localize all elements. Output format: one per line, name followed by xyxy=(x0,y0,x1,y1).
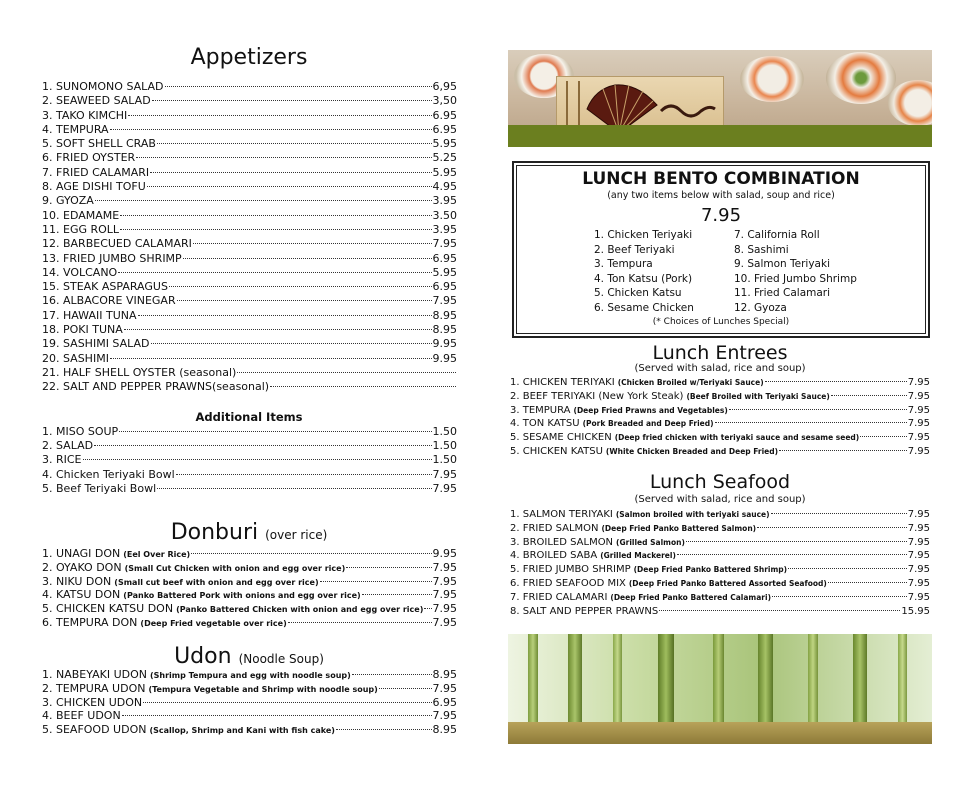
menu-item xyxy=(42,709,457,723)
menu-item-price: 9.95 xyxy=(432,351,457,365)
menu-item-price: 7.95 xyxy=(907,536,930,548)
menu-item-price: 7.95 xyxy=(432,709,457,723)
dotted-leader xyxy=(143,702,431,703)
menu-item xyxy=(42,366,457,380)
bento-choice: 5. Chicken Katsu xyxy=(594,287,682,299)
menu-item xyxy=(42,123,457,137)
menu-item-name: 4. KATSU DON xyxy=(42,588,121,602)
menu-item xyxy=(510,577,930,591)
dotted-leader xyxy=(122,715,432,716)
dotted-leader xyxy=(757,527,907,528)
menu-item-name: 9. GYOZA xyxy=(42,194,94,208)
menu-item xyxy=(510,431,930,445)
menu-item-name: 7. FRIED CALAMARI xyxy=(510,591,608,603)
menu-item-name: 5. SOFT SHELL CRAB xyxy=(42,137,156,151)
menu-item xyxy=(42,439,457,453)
bamboo-ground xyxy=(508,722,932,744)
dotted-leader xyxy=(860,436,907,437)
bento-note: (* Choices of Lunches Special) xyxy=(652,317,790,327)
lunch-seafood-list xyxy=(510,508,930,618)
menu-item-price: 6.95 xyxy=(432,108,457,122)
dotted-leader xyxy=(336,729,432,730)
menu-item-price: 9.95 xyxy=(432,337,457,351)
donburi-list xyxy=(42,547,457,630)
lunch-entrees-subtitle: (Served with salad, rice and soup) xyxy=(634,363,806,374)
menu-item xyxy=(42,616,457,630)
menu-item-price: 8.95 xyxy=(432,723,457,737)
dotted-leader xyxy=(157,488,431,489)
menu-item-description: (Salmon broiled with teriyaki sauce) xyxy=(615,510,770,519)
dotted-leader xyxy=(788,568,907,569)
dotted-leader xyxy=(362,594,432,595)
dotted-leader xyxy=(119,431,431,432)
menu-item-price: 7.95 xyxy=(432,602,457,616)
menu-item-price: 7.95 xyxy=(907,445,930,457)
menu-item-price: 8.95 xyxy=(432,323,457,337)
dotted-leader xyxy=(779,450,907,451)
menu-item-name: 4. BROILED SABA xyxy=(510,550,598,562)
menu-item-name: 2. OYAKO DON xyxy=(42,560,122,574)
bento-choice: 6. Sesame Chicken xyxy=(594,301,694,314)
menu-item-description: (White Chicken Breaded and Deep Fried) xyxy=(605,446,779,456)
menu-item-description: (Deep Fried Panko Battered Salmon) xyxy=(601,523,757,533)
menu-item-price: 7.95 xyxy=(432,481,457,495)
menu-item-name: 8. AGE DISHI TOFU xyxy=(42,180,146,194)
lunch-seafood-title: Lunch Seafood xyxy=(649,471,791,493)
dotted-leader xyxy=(120,215,431,216)
menu-item-name: 4. Chicken Teriyaki Bowl xyxy=(42,467,175,481)
menu-item-description: (Panko Battered Chicken with onion and egg over rice) xyxy=(176,605,424,615)
menu-item xyxy=(42,180,457,194)
menu-item-name: 7. FRIED CALAMARI xyxy=(42,165,150,179)
menu-item-name: 15. STEAK ASPARAGUS xyxy=(42,280,168,294)
menu-item-name: 4. BEEF UDON xyxy=(42,709,121,723)
menu-item-name: 14. VOLCANO xyxy=(42,265,118,279)
bento-choices-left xyxy=(594,228,694,315)
dotted-leader xyxy=(138,315,432,316)
menu-item-name: 3. TEMPURA xyxy=(510,404,571,416)
menu-item-name: 20. SASHIMI xyxy=(42,351,109,365)
dotted-leader xyxy=(95,200,432,201)
menu-item xyxy=(42,337,457,351)
menu-item-description: (Deep Fried vegetable over rice) xyxy=(140,618,287,628)
menu-item-price: 15.95 xyxy=(901,605,930,617)
menu-item-name: 11. EGG ROLL xyxy=(42,222,120,236)
menu-item-name: 12. BARBECUED CALAMARI xyxy=(42,237,192,251)
menu-item xyxy=(510,390,930,404)
menu-item-description: (Deep Fried Panko Battered Calamari) xyxy=(610,592,772,602)
bento-choice: 9. Salmon Teriyaki xyxy=(734,258,830,270)
dotted-leader xyxy=(424,608,431,609)
dotted-leader xyxy=(346,567,431,568)
dotted-leader xyxy=(191,553,431,554)
menu-item-name: 3. NIKU DON xyxy=(42,574,112,588)
dotted-leader xyxy=(157,143,432,144)
menu-item-price: 1.50 xyxy=(432,425,457,438)
sushi-piece-image xyxy=(826,52,896,104)
menu-item xyxy=(42,588,457,602)
menu-item-price: 7.95 xyxy=(907,377,930,388)
menu-item-name: 2. TEMPURA UDON xyxy=(42,681,146,695)
menu-item-price: 7.95 xyxy=(907,390,930,402)
menu-item-price: 6.95 xyxy=(432,280,457,294)
menu-item-name: 16. ALBACORE VINEGAR xyxy=(42,294,176,308)
menu-item-price: 7.95 xyxy=(907,418,930,430)
bento-choice: 12. Gyoza xyxy=(734,301,787,314)
dotted-leader xyxy=(165,86,432,87)
dotted-leader xyxy=(193,243,432,244)
menu-item-name: 3. CHICKEN UDON xyxy=(42,695,143,709)
menu-item xyxy=(42,266,457,280)
menu-item-name: 22. SALT AND PEPPER PRAWNS(seasonal) xyxy=(42,380,270,394)
dotted-leader xyxy=(152,100,432,101)
dotted-leader xyxy=(94,445,431,446)
menu-item-name: 21. HALF SHELL OYSTER (seasonal) xyxy=(42,365,237,379)
menu-item xyxy=(42,561,457,575)
menu-item xyxy=(42,237,457,251)
dotted-leader xyxy=(379,688,432,689)
menu-item-price: 6,95 xyxy=(432,80,457,93)
lunch-entrees-list xyxy=(510,376,930,459)
udon-subtitle: (Noodle Soup) xyxy=(238,652,324,666)
menu-item-price: 8.95 xyxy=(432,668,457,681)
sushi-piece-image xyxy=(740,56,804,102)
udon-title xyxy=(40,646,458,668)
menu-item xyxy=(42,323,457,337)
menu-item xyxy=(42,280,457,294)
menu-item-price: 3.95 xyxy=(432,194,457,208)
bento-choice: 7. California Roll xyxy=(734,229,820,241)
menu-item-price: 9.95 xyxy=(432,547,457,560)
bento-choice: 4. Ton Katsu (Pork) xyxy=(594,272,693,285)
udon-title-text: Udon xyxy=(174,644,232,669)
dotted-leader xyxy=(120,229,431,230)
menu-item xyxy=(42,575,457,589)
menu-item xyxy=(510,563,930,577)
menu-item-price: 8.95 xyxy=(432,308,457,322)
dotted-leader xyxy=(110,358,432,359)
menu-item-price: 7.95 xyxy=(907,550,930,562)
menu-item-description: (Grilled Salmon) xyxy=(616,537,685,547)
menu-item xyxy=(42,209,457,223)
menu-item-name: 10. EDAMAME xyxy=(42,208,120,222)
dotted-leader xyxy=(169,286,432,287)
menu-item xyxy=(510,605,930,619)
appetizers-title: Appetizers xyxy=(190,45,308,70)
menu-item-price: 4.95 xyxy=(432,180,457,194)
dotted-leader xyxy=(352,674,432,675)
menu-item xyxy=(510,522,930,536)
menu-item-price: 7.95 xyxy=(432,294,457,308)
menu-item-price: 7.95 xyxy=(907,522,930,534)
dotted-leader xyxy=(828,582,907,583)
menu-item xyxy=(510,417,930,431)
menu-item-price: 7.95 xyxy=(907,432,930,444)
menu-item-price: 7.95 xyxy=(432,615,457,629)
menu-item xyxy=(510,549,930,563)
menu-item-price: 7.95 xyxy=(907,577,930,589)
appetizers-list xyxy=(42,80,457,395)
menu-item xyxy=(42,194,457,208)
menu-item-description: (Deep Fried Panko Battered Assorted Seafood) xyxy=(628,578,827,588)
dotted-leader xyxy=(831,395,907,396)
menu-item-name: 2. SEAWEED SALAD xyxy=(42,94,151,108)
menu-item xyxy=(42,223,457,237)
dotted-leader xyxy=(183,258,432,259)
menu-item-name: 1. MISO SOUP xyxy=(42,425,119,438)
menu-item xyxy=(42,668,457,682)
dotted-leader xyxy=(659,610,900,611)
bamboo-banner xyxy=(508,634,932,744)
menu-item-name: 2. BEEF TERIYAKI (New York Steak) xyxy=(510,390,684,402)
menu-item-price: 1.50 xyxy=(432,453,457,467)
menu-item-name: 1. SUNOMONO SALAD xyxy=(42,80,164,93)
dotted-leader xyxy=(686,541,907,542)
additional-items-list xyxy=(42,425,457,496)
menu-item-name: 19. SASHIMI SALAD xyxy=(42,337,150,351)
dotted-leader xyxy=(771,513,907,514)
menu-item-price: 7.95 xyxy=(432,574,457,588)
dotted-leader xyxy=(118,272,431,273)
menu-item-price: 1.50 xyxy=(432,439,457,453)
menu-item-price: 5.95 xyxy=(432,165,457,179)
menu-item-name: 1. NABEYAKI UDON xyxy=(42,668,147,681)
menu-item xyxy=(510,376,930,390)
menu-item-description: (Deep Fried Panko Battered Shrimp) xyxy=(633,565,788,575)
dotted-leader xyxy=(715,422,907,423)
menu-item xyxy=(510,404,930,418)
menu-item xyxy=(510,445,930,459)
dotted-leader xyxy=(147,186,432,187)
menu-item-name: 2. SALAD xyxy=(42,439,94,453)
bento-choice: 10. Fried Jumbo Shrimp xyxy=(734,272,857,285)
menu-item xyxy=(42,547,457,561)
sushi-fan-banner xyxy=(508,50,932,147)
menu-item-description: (Shrimp Tempura and egg with noodle soup) xyxy=(150,671,351,680)
menu-item xyxy=(42,309,457,323)
menu-item-description: (Scallop, Shrimp and Kani with fish cake) xyxy=(149,726,335,736)
menu-item-name: 8. SALT AND PEPPER PRAWNS xyxy=(510,605,659,617)
menu-item-description: (Small cut beef with onion and egg over rice) xyxy=(114,577,319,587)
udon-list xyxy=(42,668,457,737)
dotted-leader xyxy=(270,386,456,387)
menu-item xyxy=(42,109,457,123)
menu-item-price: 3,50 xyxy=(432,94,457,108)
menu-item-name: 1. CHICKEN TERIYAKI xyxy=(510,377,615,388)
menu-item xyxy=(42,294,457,308)
green-strip xyxy=(508,125,932,147)
menu-item xyxy=(42,682,457,696)
donburi-title-text: Donburi xyxy=(170,520,259,545)
sushi-piece-image xyxy=(888,80,932,126)
menu-item-name: 3. TAKO KIMCHI xyxy=(42,108,128,122)
menu-item xyxy=(42,94,457,108)
menu-item-description: (Pork Breaded and Deep Fried) xyxy=(582,419,714,429)
bento-choice: 11. Fried Calamari xyxy=(734,287,831,299)
bento-choice: 8. Sashimi xyxy=(734,243,789,256)
menu-item-price: 6.95 xyxy=(432,695,457,709)
menu-item-name: 6. FRIED OYSTER xyxy=(42,151,136,165)
menu-item-price: 7.95 xyxy=(432,237,457,251)
dotted-leader xyxy=(150,172,431,173)
bento-combination-box xyxy=(512,161,930,338)
lunch-entrees-title: Lunch Entrees xyxy=(652,342,788,364)
dotted-leader xyxy=(729,409,907,410)
menu-item-price: 7.95 xyxy=(907,564,930,576)
menu-item-description: (Tempura Vegetable and Shrimp with noodle soup) xyxy=(148,684,378,694)
dotted-leader xyxy=(765,381,907,382)
menu-item-name: 5. SEAFOOD UDON xyxy=(42,723,147,737)
dotted-leader xyxy=(124,329,432,330)
menu-item-name: 5. CHICKEN KATSU xyxy=(510,445,603,457)
menu-item-name: 3. RICE xyxy=(42,453,82,467)
menu-item-name: 1. SALMON TERIYAKI xyxy=(510,509,613,520)
dotted-leader xyxy=(237,372,456,373)
dotted-leader xyxy=(320,581,432,582)
menu-item-price: 5.95 xyxy=(432,265,457,279)
menu-item-name: 5. CHICKEN KATSU DON xyxy=(42,602,174,616)
menu-item-description: (Panko Battered Pork with onions and egg over rice) xyxy=(123,591,361,601)
menu-item xyxy=(42,696,457,710)
bento-choices-right xyxy=(734,228,857,315)
menu-item-price: 7.95 xyxy=(907,404,930,416)
menu-item-price: 7.95 xyxy=(432,560,457,574)
menu-item-price: 7.95 xyxy=(432,681,457,695)
menu-item xyxy=(42,482,457,496)
donburi-title xyxy=(40,522,458,544)
menu-item-name: 4. TEMPURA xyxy=(42,122,109,136)
bento-choice: 3. Tempura xyxy=(594,258,653,270)
dotted-leader xyxy=(151,343,432,344)
menu-item xyxy=(42,723,457,737)
menu-item-description: (Small Cut Chicken with onion and egg over rice) xyxy=(124,563,346,573)
menu-item-price: 6.95 xyxy=(432,122,457,136)
menu-item-name: 6. TEMPURA DON xyxy=(42,615,138,629)
menu-item-description: (Beef Broiled with Teriyaki Sauce) xyxy=(686,391,830,401)
lunch-seafood-subtitle: (Served with salad, rice and soup) xyxy=(634,494,806,505)
bento-choice: 2. Beef Teriyaki xyxy=(594,243,675,256)
bento-choice: 1. Chicken Teriyaki xyxy=(594,229,693,241)
bento-title: LUNCH BENTO COMBINATION xyxy=(582,169,860,189)
dotted-leader xyxy=(772,596,907,597)
dotted-leader xyxy=(110,129,432,130)
menu-item-price: 7.95 xyxy=(432,467,457,481)
menu-item xyxy=(42,425,457,439)
additional-items-title: Additional Items xyxy=(195,410,303,424)
dotted-leader xyxy=(136,157,431,158)
menu-item xyxy=(510,508,930,522)
menu-item-price: 7.95 xyxy=(907,509,930,520)
menu-item xyxy=(510,591,930,605)
menu-item-name: 5. SESAME CHICKEN xyxy=(510,432,612,444)
menu-item-price: 6.95 xyxy=(432,251,457,265)
menu-item-description: (Deep Fried Prawns and Vegetables) xyxy=(573,405,728,415)
menu-item-price: 5.25 xyxy=(432,151,457,165)
menu-item-name: 5. Beef Teriyaki Bowl xyxy=(42,481,157,495)
menu-item-name: 18. POKI TUNA xyxy=(42,323,123,337)
menu-item xyxy=(42,166,457,180)
menu-item xyxy=(42,468,457,482)
menu-item xyxy=(42,80,457,94)
menu-item-price: 3.95 xyxy=(432,222,457,236)
menu-item-price: 7.95 xyxy=(907,591,930,603)
menu-item xyxy=(42,252,457,266)
menu-item-name: 2. FRIED SALMON xyxy=(510,522,599,534)
menu-item-description: (Eel Over Rice) xyxy=(123,550,191,559)
menu-item xyxy=(42,151,457,165)
menu-item xyxy=(42,137,457,151)
menu-item-price: 5.95 xyxy=(432,137,457,151)
dotted-leader xyxy=(176,474,432,475)
menu-item xyxy=(510,536,930,550)
dotted-leader xyxy=(83,459,432,460)
menu-item-name: 4. TON KATSU xyxy=(510,418,580,430)
dotted-leader xyxy=(288,622,432,623)
dotted-leader xyxy=(177,300,432,301)
menu-item xyxy=(42,602,457,616)
menu-item-name: 1. UNAGI DON xyxy=(42,547,121,560)
dotted-leader xyxy=(677,554,907,555)
menu-item-description: (Grilled Mackerel) xyxy=(600,551,676,561)
dotted-leader xyxy=(128,115,431,116)
bento-subtitle: (any two items below with salad, soup and rice) xyxy=(607,190,835,201)
menu-item-price: 3.50 xyxy=(432,208,457,222)
menu-item-name: 6. FRIED SEAFOOD MIX xyxy=(510,577,626,589)
menu-item-name: 3. BROILED SALMON xyxy=(510,536,614,548)
menu-item-description: (Chicken Broiled w/Teriyaki Sauce) xyxy=(617,378,764,387)
menu-item-name: 17. HAWAII TUNA xyxy=(42,308,137,322)
menu-item-name: 13. FRIED JUMBO SHRIMP xyxy=(42,251,182,265)
menu-item xyxy=(42,380,457,394)
menu-item-price: 7.95 xyxy=(432,588,457,602)
donburi-subtitle: (over rice) xyxy=(265,528,328,542)
menu-item xyxy=(42,352,457,366)
menu-item-name: 5. FRIED JUMBO SHRIMP xyxy=(510,564,631,576)
menu-item-description: (Deep fried chicken with teriyaki sauce and sesame seed) xyxy=(614,433,860,443)
menu-item xyxy=(42,453,457,467)
bento-price: 7.95 xyxy=(700,205,742,226)
